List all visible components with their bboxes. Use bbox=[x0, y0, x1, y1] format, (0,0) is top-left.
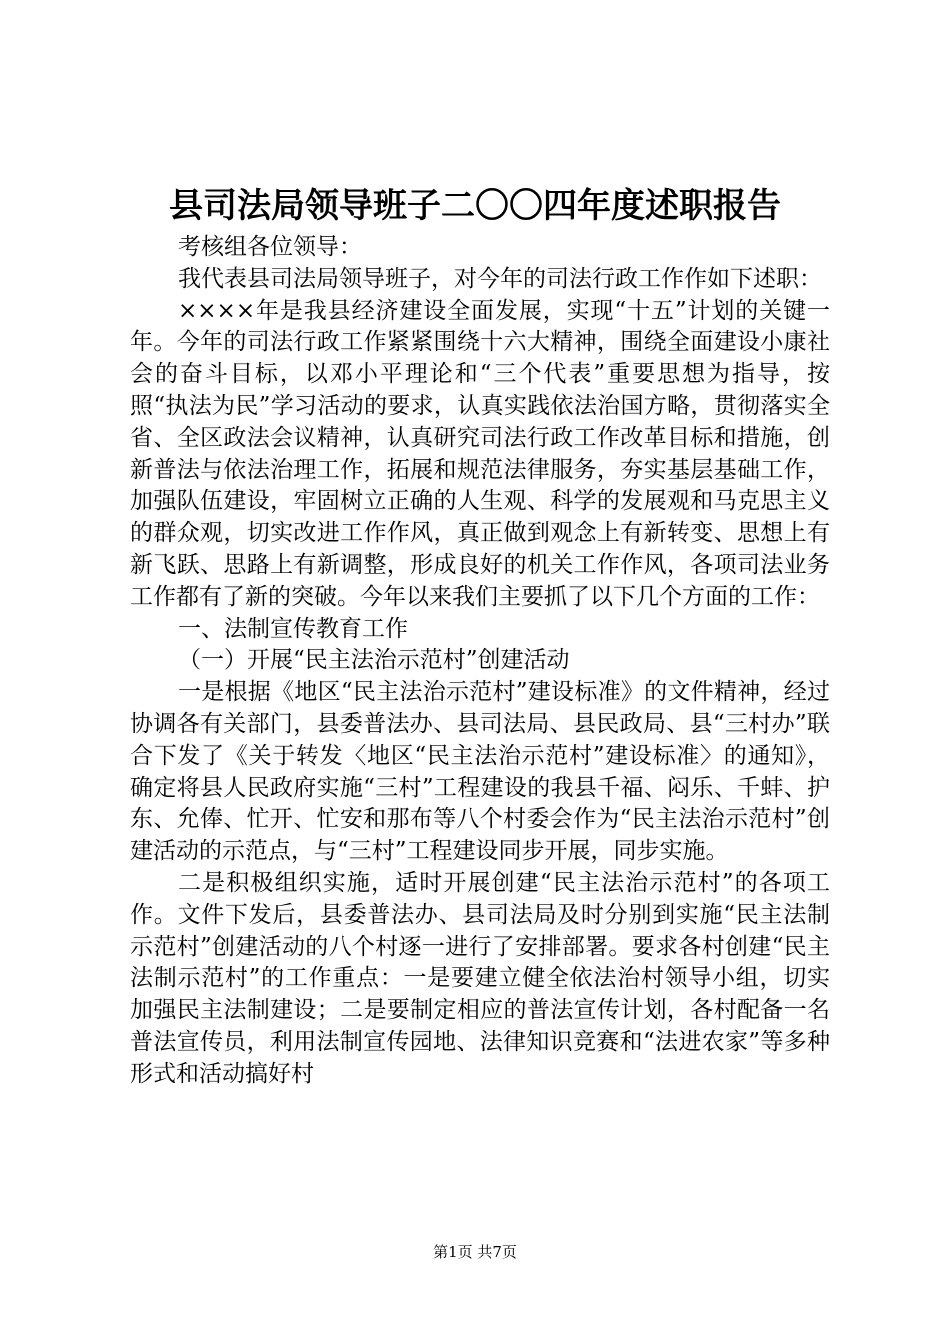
paragraph-intro: 我代表县司法局领导班子，对今年的司法行政工作作如下述职： bbox=[178, 265, 822, 292]
paragraph-salutation: 考核组各位领导： bbox=[178, 234, 362, 260]
document-title: 县司法局领导班子二〇〇四年度述职报告 bbox=[169, 186, 781, 226]
section-heading-1: 一、法制宣传教育工作 bbox=[178, 615, 408, 642]
paragraph-overview: ××××年是我县经济建设全面发展，实现“十五”计划的关键一年。今年的司法行政工作紧紧围绕十六大精神，围绕全面建设小康社会的奋斗目标，以邓小平理论和“三个代表”重要思想为指导，按照“执法为民”学习活动的要求，认真实践依法治国方略，贯彻落实全省、全区政法会议精神，认真研究司法行政工作改革目标和措施，创新普法与依法治理工作，拓展和规范法律服务，夯实基层基础工作，加强队伍建设，牢固树立正确的人生观、科学的发展观和马克思主义的群众观，切实改进工作作风，真正做到观念上有新转变、思想上有新飞跃、思路上有新调整，形成良好的机关工作作风，各项司法业务工作都有了新的突破。今年以来我们主要抓了以下几个方面的工作： bbox=[130, 297, 830, 610]
paragraph-point-2: 二是积极组织实施，适时开展创建“民主法治示范村”的各项工作。文件下发后，县委普法办、县司法局及时分别到实施“民主法制示范村”创建活动的八个村逐一进行了安排部署。要求各村创建“民主法制示范村”的工作重点：一是要建立健全依法治村领导小组，切实加强民主法制建设；二是要制定相应的普法宣传计划，各村配备一名普法宣传员，利用法制宣传园地、法律知识竞赛和“法进农家”等多种形式和活动搞好村 bbox=[130, 869, 830, 1087]
paragraph-point-1: 一是根据《地区“民主法治示范村”建设标准》的文件精神，经过协调各有关部门，县委普法办、县司法局、县民政局、县“三村办”联合下发了《关于转发〈地区“民主法治示范村”建设标准〉的通知》，确定将县人民政府实施“三村”工程建设的我县千福、闷乐、千蚌、护东、允俸、忙开、忙安和那布等八个村委会作为“民主法治示范村”创建活动的示范点，与“三村”工程建设同步开展，同步实施。 bbox=[130, 679, 830, 865]
page-number-footer: 第1页 共7页 bbox=[433, 1243, 517, 1261]
document-body bbox=[130, 232, 830, 1091]
subsection-heading-1: （一）开展“民主法治示范村”创建活动 bbox=[178, 647, 570, 674]
